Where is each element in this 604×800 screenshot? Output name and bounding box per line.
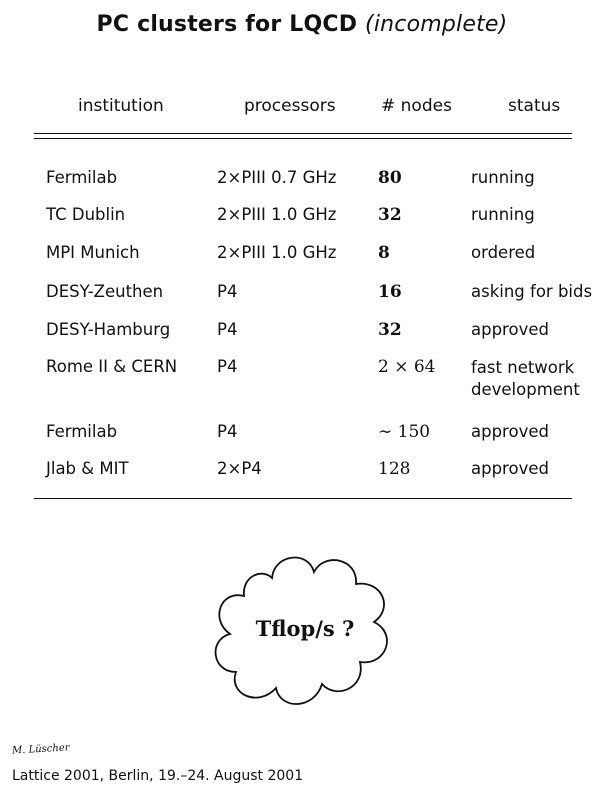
- cell-status: approved: [471, 459, 549, 478]
- cell-institution: Rome II & CERN: [46, 357, 178, 376]
- cell-processors: 2×PIII 0.7 GHz: [217, 168, 337, 187]
- cell-institution: MPI Munich: [46, 243, 140, 262]
- cell-processors: 2×PIII 1.0 GHz: [217, 205, 337, 224]
- cell-status: approved: [471, 320, 549, 339]
- cell-status-line1: fast network: [471, 358, 575, 377]
- header-rule-bottom: [34, 138, 572, 139]
- cell-status-line2: development: [471, 380, 580, 399]
- cell-processors: P4: [217, 282, 238, 301]
- cell-nodes: 80: [378, 168, 402, 188]
- header-nodes: # nodes: [381, 96, 452, 116]
- cell-status: running: [471, 168, 535, 187]
- cell-status: approved: [471, 422, 549, 441]
- slide-title: [0, 12, 604, 37]
- footer: Lattice 2001, Berlin, 19.–24. August 2001: [12, 768, 304, 784]
- signature: M. Lüscher: [11, 742, 70, 757]
- cell-nodes: 8: [378, 243, 390, 263]
- header-status: status: [508, 96, 561, 116]
- cell-processors: P4: [217, 357, 238, 376]
- cloud: [210, 548, 400, 720]
- cell-status: [471, 357, 580, 401]
- cell-status: asking for bids: [471, 282, 593, 301]
- header-institution: institution: [78, 96, 164, 116]
- table-rule-bottom: [34, 498, 572, 499]
- cell-nodes: 32: [378, 205, 402, 225]
- cell-processors: 2×P4: [217, 459, 262, 478]
- title-main: PC clusters for LQCD: [96, 12, 358, 37]
- header-processors: processors: [244, 96, 336, 116]
- title-sub: (incomplete): [365, 12, 508, 37]
- cell-nodes: 32: [378, 320, 402, 340]
- cell-nodes: 128: [378, 459, 411, 479]
- cell-status: running: [471, 205, 535, 224]
- cell-institution: DESY-Zeuthen: [46, 282, 164, 301]
- cell-processors: 2×PIII 1.0 GHz: [217, 243, 337, 262]
- cloud-text: Tflop/s ?: [255, 616, 355, 641]
- cell-institution: TC Dublin: [46, 205, 126, 224]
- cell-nodes: 16: [378, 282, 402, 302]
- cell-nodes: ∼ 150: [378, 422, 431, 442]
- cell-nodes: 2 × 64: [378, 357, 436, 377]
- cell-processors: P4: [217, 422, 238, 441]
- cell-status: ordered: [471, 243, 536, 262]
- cell-institution: Jlab & MIT: [46, 459, 129, 478]
- cell-institution: DESY-Hamburg: [46, 320, 171, 339]
- cell-institution: Fermilab: [46, 422, 118, 441]
- cell-institution: Fermilab: [46, 168, 118, 187]
- cell-processors: P4: [217, 320, 238, 339]
- header-rule-top: [34, 133, 572, 134]
